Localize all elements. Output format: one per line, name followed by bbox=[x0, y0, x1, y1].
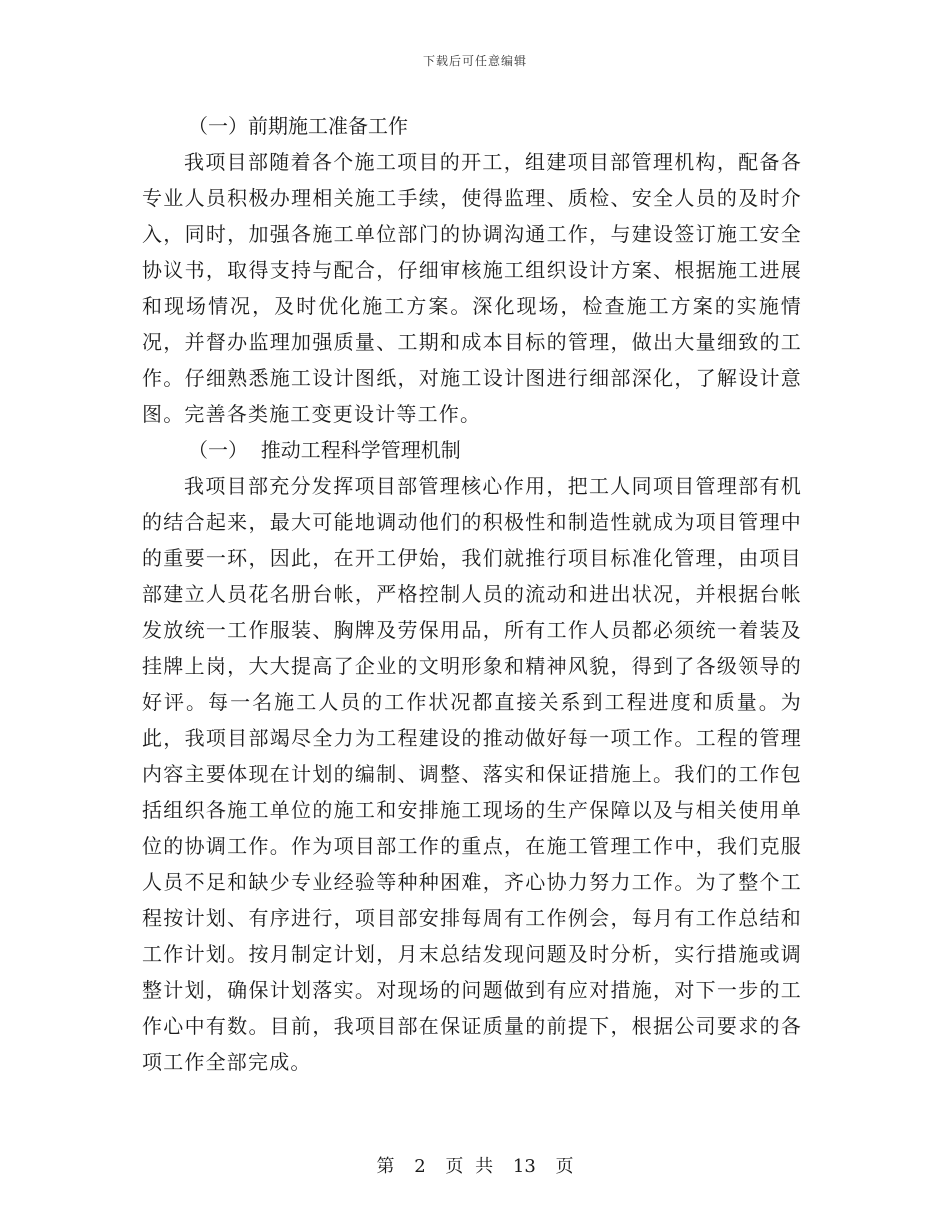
page-header: 下载后可任意编辑 bbox=[422, 54, 527, 68]
total-pages: 13 bbox=[512, 1156, 536, 1177]
section-paragraph-1: 我项目部随着各个施工项目的开工，组建项目部管理机构，配备各专业人员积极办理相关施工手续，使得监理、质检、安全人员的及时介入，同时，加强各施工单位部门的协调沟通工作，与建设签订施工安全协议书，取得支持与配合，仔细审核施工组织设计方案、根据施工进展和现场情况，及时优化施工方案。深化现场，检查施工方案的实施情况，并督办监理加强质量、工期和成本目标的管理，做出大量细致的工作。仔细熟悉施工设计图纸，对施工设计图进行细部深化，了解设计意图。完善各类施工变更设计等工作。 bbox=[142, 150, 802, 426]
page-label-middle: 页 共 bbox=[445, 1156, 494, 1177]
page-label-prefix: 第 bbox=[376, 1156, 395, 1177]
section-heading-2: （一） 推动工程科学管理机制 bbox=[188, 438, 461, 462]
document-body bbox=[142, 108, 802, 1080]
page-number: 2 bbox=[414, 1156, 426, 1177]
page-label-suffix: 页 bbox=[555, 1156, 574, 1177]
section-paragraph-2: 我项目部充分发挥项目部管理核心作用，把工人同项目管理部有机的结合起来，最大可能地调动他们的积极性和制造性就成为项目管理中的重要一环，因此，在开工伊始，我们就推行项目标准化管理，由项目部建立人员花名册台帐，严格控制人员的流动和进出状况，并根据台帐发放统一工作服装、胸牌及劳保用品，所有工作人员都必须统一着装及挂牌上岗，大大提高了企业的文明形象和精神风貌，得到了各级领导的好评。每一名施工人员的工作状况都直接关系到工程进度和质量。为此，我项目部竭尽全力为工程建设的推动做好每一项工作。工程的管理内容主要体现在计划的编制、调整、落实和保证措施上。我们的工作包括组织各施工单位的施工和安排施工现场的生产保障以及与相关使用单位的协调工作。作为项目部工作的重点，在施工管理工作中，我们克服人员不足和缺少专业经验等种种困难，齐心协力努力工作。为了整个工程按计划、有序进行，项目部安排每周有工作例会，每月有工作总结和工作计划。按月制定计划，月末总结发现问题及时分析，实行措施或调整计划，确保计划落实。对现场的问题做到有应对措施，对下一步的工作心中有数。目前，我项目部在保证质量的前提下，根据公司要求的各项工作全部完成。 bbox=[142, 474, 802, 1074]
section-heading-1: （一）前期施工准备工作 bbox=[188, 114, 408, 138]
page-footer bbox=[0, 1152, 950, 1178]
